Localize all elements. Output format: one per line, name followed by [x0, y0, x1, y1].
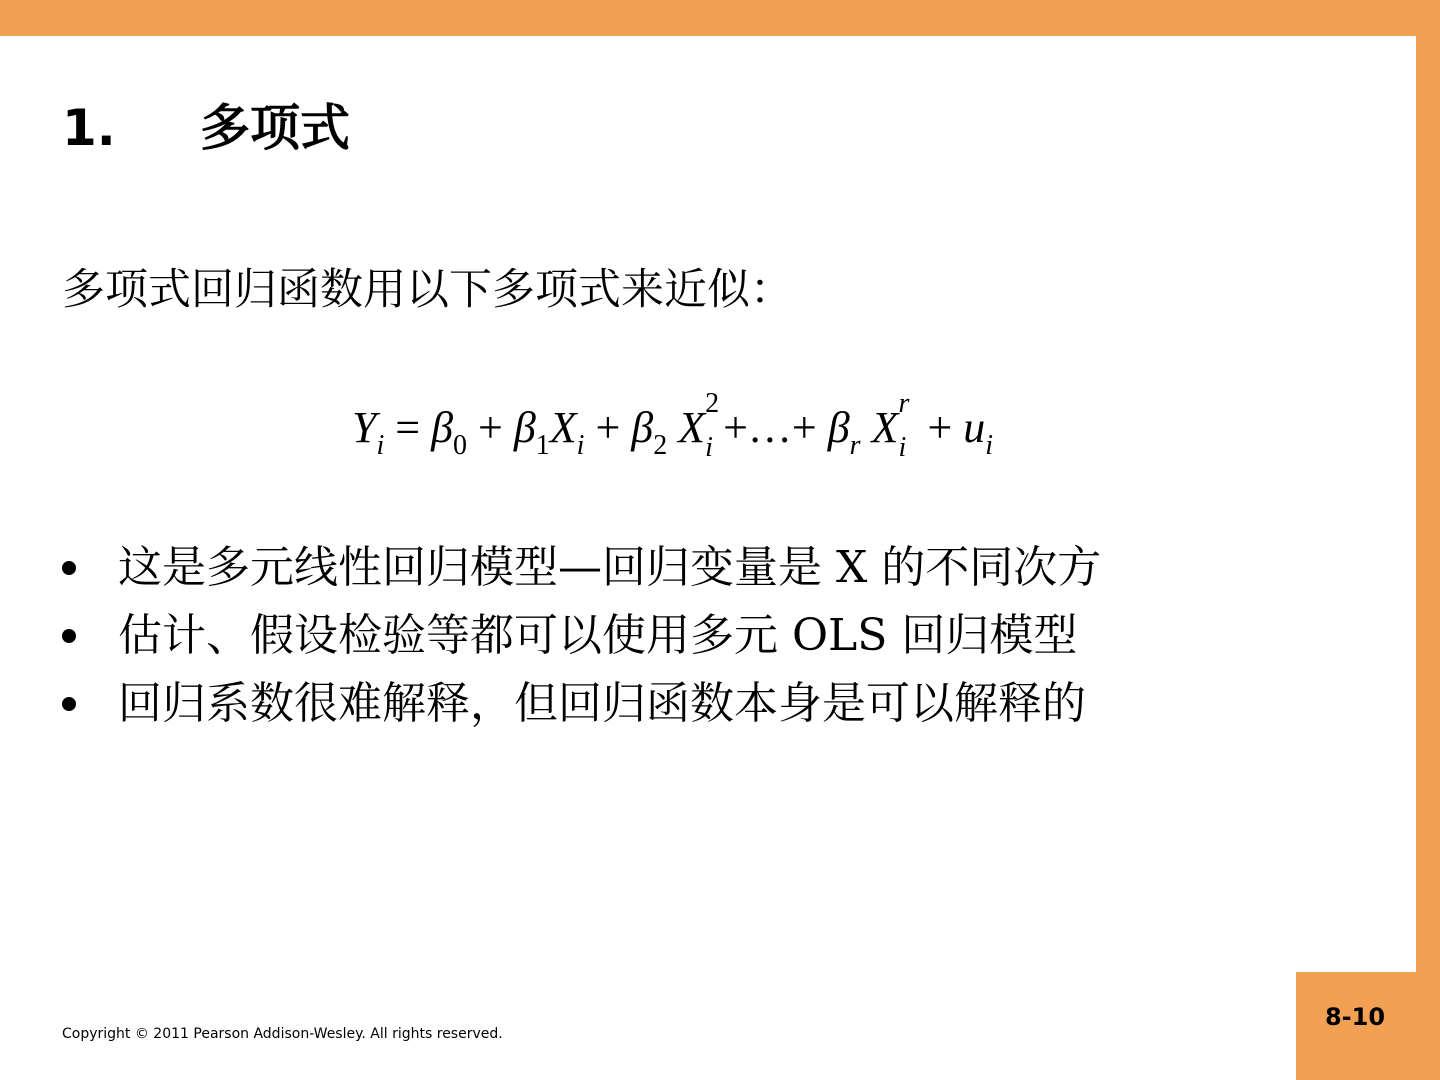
eq-x2-power: 2 [705, 387, 720, 419]
eq-beta2-sub: 2 [653, 430, 668, 461]
title-text: 多项式 [200, 99, 350, 157]
eq-y-sub: i [376, 430, 385, 461]
eq-x1: X [549, 403, 577, 452]
page-number: 8-10 [1324, 1003, 1386, 1031]
bullet-dot-icon [62, 561, 76, 575]
eq-x2: X [678, 403, 706, 452]
bullet-text: 估计、假设检验等都可以使用多元 OLS 回归模型 [118, 610, 1078, 661]
eq-equals: = [395, 403, 421, 452]
eq-u: u [963, 403, 986, 452]
top-accent-bar [0, 0, 1440, 36]
bullet-item [62, 537, 1101, 605]
bullet-item [62, 673, 1101, 741]
eq-betar: β [827, 403, 850, 452]
eq-xr-power: r [898, 387, 910, 419]
right-accent-bar [1416, 0, 1440, 1080]
bullet-text: 回归系数很难解释，但回归函数本身是可以解释的 [118, 678, 1086, 729]
polynomial-equation [352, 388, 1092, 468]
eq-x2-scripts [705, 387, 723, 463]
slide-title [62, 96, 350, 160]
eq-plus-1: + [478, 403, 503, 452]
eq-xr: X [871, 403, 899, 452]
eq-beta2: β [631, 403, 654, 452]
eq-u-sub: i [985, 430, 994, 461]
eq-x2-sub: i [705, 431, 713, 463]
eq-y: Y [352, 403, 377, 452]
eq-x1-sub: i [576, 430, 585, 461]
bullet-dot-icon [62, 697, 76, 711]
eq-plus-2: + [595, 403, 621, 452]
bullet-item [62, 605, 1101, 673]
copyright-notice: Copyright © 2011 Pearson Addison-Wesley. All rights reserved. [62, 1026, 503, 1042]
eq-xr-sub: i [898, 431, 907, 463]
title-number: 1. [62, 99, 116, 157]
eq-betar-sub: r [849, 430, 861, 461]
bullet-dot-icon [62, 629, 76, 643]
eq-beta1-sub: 1 [535, 430, 550, 461]
eq-xr-scripts [898, 387, 916, 463]
eq-beta1: β [513, 403, 536, 452]
bullet-text: 这是多元线性回归模型—回归变量是 X 的不同次方 [118, 542, 1102, 593]
eq-ellipsis: +…+ [723, 403, 817, 452]
bullet-list [62, 537, 1101, 741]
eq-beta0: β [431, 403, 454, 452]
intro-text: 多项式回归函数用以下多项式来近似： [62, 265, 793, 315]
eq-beta0-sub: 0 [453, 430, 468, 461]
eq-plus-3: + [927, 403, 953, 452]
